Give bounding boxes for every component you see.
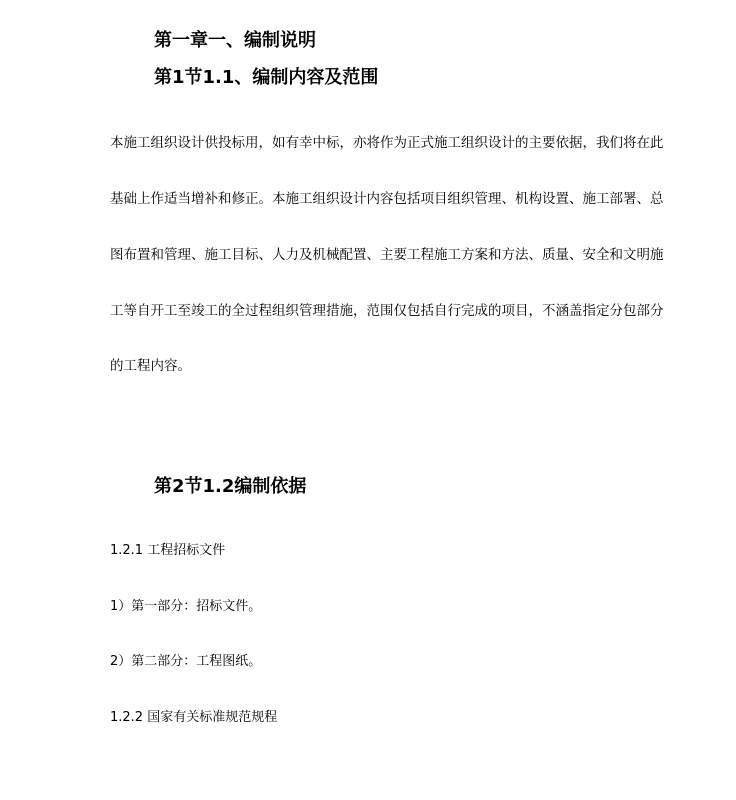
paragraph-line-1: 本施工组织设计供投标用，如有幸中标，亦将作为正式施工组织设计的主要依据，我们将在此 [110, 135, 664, 151]
paragraph-line-5: 的工程内容。 [110, 358, 191, 374]
list-item-2: 2）第二部分：工程图纸。 [110, 654, 262, 669]
list-item-1: 1）第一部分：招标文件。 [110, 599, 262, 614]
subsection-1-2-2: 1.2.2 国家有关标准规范规程 [110, 710, 278, 725]
chapter-title: 第一章一、编制说明 [154, 30, 316, 51]
paragraph-line-4: 工等自开工至竣工的全过程组织管理措施，范围仅包括自行完成的项目，不涵盖指定分包部分 [110, 303, 664, 319]
paragraph-line-3: 图布置和管理、施工目标、人力及机械配置、主要工程施工方案和方法、质量、安全和文明施 [110, 247, 664, 263]
section-title-1-2: 第2节1.2编制依据 [154, 476, 307, 497]
section-title-1-1: 第1节1.1、编制内容及范围 [154, 67, 379, 88]
subsection-1-2-1: 1.2.1 工程招标文件 [110, 543, 226, 558]
paragraph-line-2: 基础上作适当增补和修正。本施工组织设计内容包括项目组织管理、机构设置、施工部署、总 [110, 191, 664, 207]
